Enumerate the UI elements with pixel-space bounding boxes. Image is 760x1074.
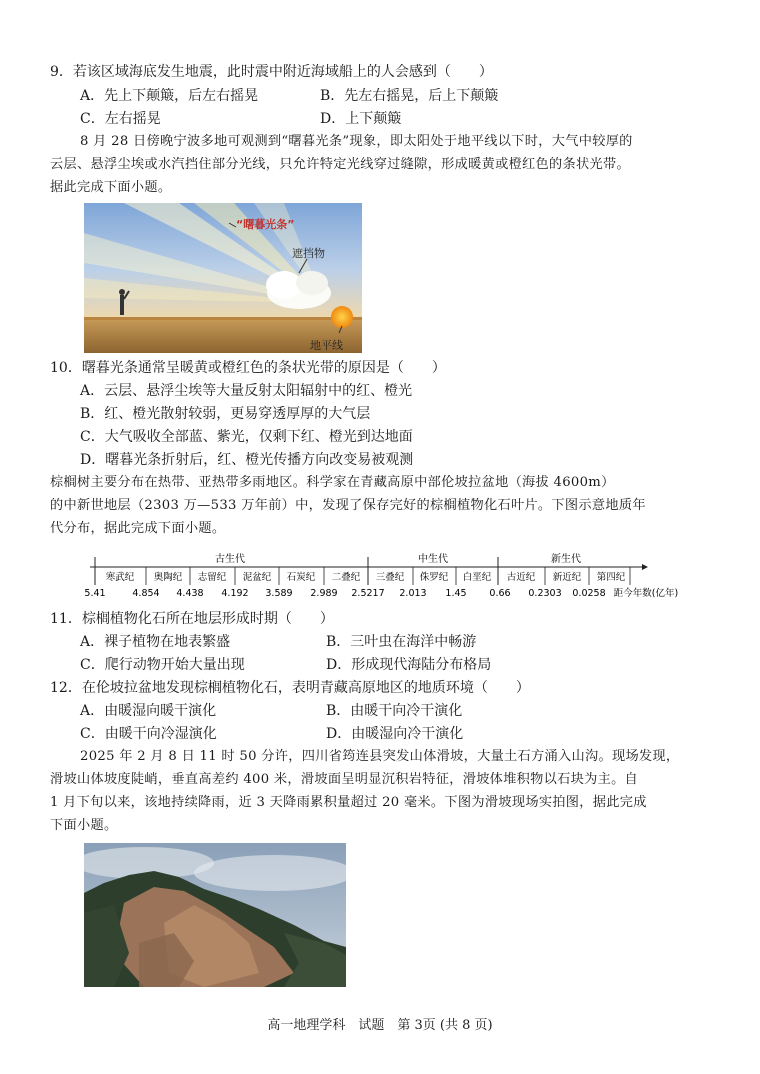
q10-option-a: A．云层、悬浮尘埃等大量反射太阳辐射中的红、橙光	[80, 383, 413, 399]
q11-stem: 11．棕榈植物化石所在地层形成时期（ ）	[50, 611, 334, 627]
tick-label: 4.192	[221, 588, 249, 599]
q10-stem: 10．曙暮光条通常呈暖黄或橙红色的条状光带的原因是（ ）	[50, 360, 446, 376]
landslide-photo	[84, 843, 346, 987]
period-jurassic: 侏罗纪	[419, 572, 449, 583]
period-carboniferous: 石炭纪	[286, 572, 316, 583]
tick-label: 4.854	[132, 588, 160, 599]
q12-option-a: A．由暖湿向暖干演化	[80, 703, 217, 719]
period-devonian: 泥盆纪	[242, 572, 272, 583]
axis-label: 距今年数(亿年)	[613, 588, 679, 599]
q11-option-d: D．形成现代海陆分布格局	[326, 657, 492, 673]
rays-label: “曙暮光条”	[236, 218, 295, 231]
tick-label: 1.45	[445, 588, 467, 599]
passage3-line-4: 下面小题。	[50, 818, 118, 833]
crepuscular-rays-figure	[84, 203, 362, 353]
passage3-line-2: 滑坡山体坡度陡峭，垂直高差约 400 米，滑坡面呈明显沉积岩特征，滑坡体堆积物以石块为主。自	[50, 772, 639, 787]
q12-option-c: C．由暖干向冷湿演化	[80, 726, 217, 742]
q9-option-a: A．先上下颠簸，后左右摇晃	[80, 88, 259, 104]
tick-label: 5.41	[84, 588, 106, 599]
tick-label: 2.989	[310, 588, 338, 599]
page-footer: 高一地理学科 试题 第 3页 (共 8 页)	[267, 1018, 493, 1033]
era-cenozoic: 新生代	[551, 554, 581, 565]
passage3-line-1: 2025 年 2 月 8 日 11 时 50 分许，四川省筠连县突发山体滑坡，大量土石方涌入山沟。现场发现，	[80, 749, 680, 764]
q11-option-b: B．三叶虫在海洋中畅游	[326, 634, 477, 650]
era-paleozoic: 古生代	[215, 554, 245, 565]
era-mesozoic: 中生代	[418, 554, 448, 565]
tick-label: 2.5217	[351, 588, 385, 599]
q12-option-b: B．由暖干向冷干演化	[326, 703, 463, 719]
q10-option-b: B．红、橙光散射较弱，更易穿透厚厚的大气层	[80, 406, 371, 422]
q12-option-d: D．由暖湿向冷干演化	[326, 726, 464, 742]
q9-option-d: D．上下颠簸	[320, 111, 402, 127]
geologic-timeline	[80, 549, 700, 603]
period-cretaceous: 白垩纪	[462, 572, 492, 583]
tick-label: 0.2303	[528, 588, 562, 599]
q12-stem: 12．在伦坡拉盆地发现棕榈植物化石，表明青藏高原地区的地质环境（ ）	[50, 680, 530, 696]
period-silurian: 志留纪	[197, 572, 227, 583]
period-cambrian: 寒武纪	[105, 572, 135, 583]
q11-option-c: C．爬行动物开始大量出现	[80, 657, 245, 673]
sun-icon	[331, 306, 353, 328]
q9-option-b: B．先左右摇晃，后上下颠簸	[320, 88, 499, 104]
period-triassic: 三叠纪	[375, 572, 405, 583]
passage3-line-3: 1 月下旬以来，该地持续降雨，近 3 天降雨累积量超过 20 毫米。下图为滑坡现场实拍图，据此完成	[50, 795, 647, 810]
tick-label: 3.589	[265, 588, 293, 599]
q10-option-c: C．大气吸收全部蓝、紫光，仅剩下红、橙光到达地面	[80, 429, 413, 445]
period-neogene: 新近纪	[552, 572, 582, 583]
q10-option-d: D．曙暮光条折射后，红、橙光传播方向改变易被观测	[80, 452, 414, 468]
obstacle-label: 遮挡物	[292, 247, 325, 260]
period-ordovician: 奥陶纪	[153, 572, 183, 583]
q11-option-a: A．裸子植物在地表繁盛	[80, 634, 231, 650]
passage2-line-3: 代分布，据此完成下面小题。	[50, 521, 226, 536]
q9-stem: 9．若该区域海底发生地震，此时震中附近海域船上的人会感到（ ）	[50, 64, 493, 80]
passage1-line-1: 8 月 28 日傍晚宁波多地可观测到“曙暮光条”现象，即太阳处于地平线以下时，大气中较厚的	[80, 134, 633, 149]
q9-option-c: C．左右摇晃	[80, 111, 161, 127]
tick-label: 4.438	[176, 588, 204, 599]
passage1-line-2: 云层、悬浮尘埃或水汽挡住部分光线，只允许特定光线穿过缝隙，形成暖黄或橙红色的条状光带。	[50, 157, 630, 172]
period-permian: 二叠纪	[331, 572, 361, 583]
tick-label: 2.013	[399, 588, 427, 599]
tick-label: 0.66	[489, 588, 511, 599]
period-paleogene: 古近纪	[506, 572, 536, 583]
passage1-line-3: 据此完成下面小题。	[50, 180, 172, 195]
tick-label: 0.0258	[572, 588, 606, 599]
passage2-line-1: 棕榈树主要分布在热带、亚热带多雨地区。科学家在青藏高原中部伦坡拉盆地（海拔 4600m）	[50, 475, 615, 490]
horizon-label: 地平线	[310, 339, 343, 352]
passage2-line-2: 的中新世地层（2303 万—533 万年前）中，发现了保存完好的棕榈植物化石叶片。下图示意地质年	[50, 498, 646, 513]
period-quaternary: 第四纪	[596, 572, 626, 583]
